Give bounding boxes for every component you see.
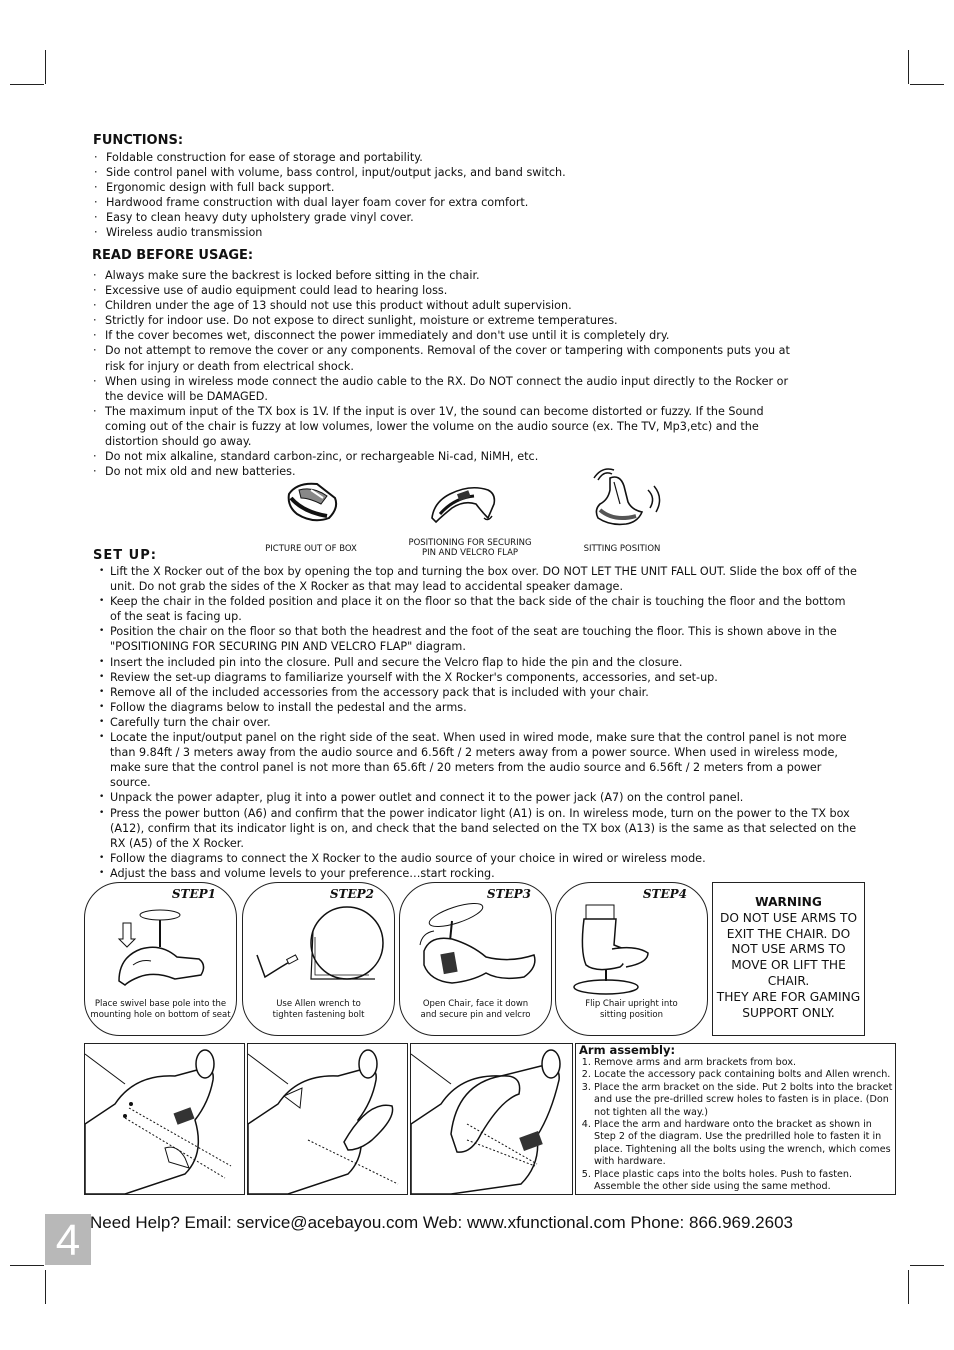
arm-assembly-title: Arm assembly: <box>579 1043 676 1057</box>
read-before-item: · The maximum input of the TX box is 1V. If the input is over 1V, the sound can become distorted or fuzzy. If the Sound coming out of the chair is fuzzy at low volumes, lower the volume on the audio source (ex. The TV, Mp3,etc) and the distortion should go away. <box>92 404 798 449</box>
page-number: 4 <box>45 1214 91 1265</box>
step2-label: STEP2 <box>329 887 374 901</box>
crop-mark <box>908 50 909 84</box>
help-contact-line: Need Help? Email: service@acebayou.com Web: www.xfunctional.com Phone: 866.969.2603 <box>90 1213 793 1232</box>
functions-item: · Ergonomic design with full back support. <box>93 180 853 195</box>
functions-item: · Wireless audio transmission <box>93 225 853 240</box>
warning-line: SUPPORT ONLY. <box>742 1005 835 1020</box>
read-before-item: · Children under the age of 13 should not use this product without adult supervision. <box>92 298 798 313</box>
step4-label: STEP4 <box>642 887 687 901</box>
read-before-item: · Do not mix alkaline, standard carbon-zinc, or rechargeable Ni-cad, NiMH, etc. <box>92 449 798 464</box>
setup-item: • Position the chair on the floor so that both the headrest and the foot of the seat are touching the floor. This is shown above in the "POSITIONING FOR SECURING PIN AND VELCRO FLAP" diagram. <box>97 624 859 654</box>
warning-box <box>712 882 865 1036</box>
read-before-item: · Excessive use of audio equipment could lead to hearing loss. <box>92 283 798 298</box>
setup-item: • Unpack the power adapter, plug it into a power outlet and connect it to the power jack (A7) on the control panel. <box>97 790 859 805</box>
step2-caption: Use Allen wrench to tighten fastening bolt <box>272 999 365 1020</box>
setup-item: • Keep the chair in the folded position and place it on the floor so that the back side of the chair is touching the floor and the bottom of the seat is facing up. <box>97 594 859 624</box>
warning-line: MOVE OR LIFT THE <box>731 958 846 973</box>
functions-title: FUNCTIONS: <box>93 133 184 148</box>
chair-in-box-illustration <box>283 478 343 530</box>
step1-label: STEP1 <box>171 887 216 901</box>
setup-item: • Adjust the bass and volume levels to your preference…start rocking. <box>97 866 859 881</box>
caption-picture-out-of-box: PICTURE OUT OF BOX <box>265 544 357 554</box>
functions-item: · Foldable construction for ease of storage and portability. <box>93 150 853 165</box>
read-before-item: · If the cover becomes wet, disconnect the power immediately and don't use until it is completely dry. <box>92 328 798 343</box>
caption-positioning: POSITIONING FOR SECURING PIN AND VELCRO FLAP <box>408 538 532 558</box>
setup-item: • Carefully turn the chair over. <box>97 715 859 730</box>
setup-title: SET UP: <box>93 548 157 563</box>
step3-illustration <box>400 901 551 1001</box>
setup-item: • Insert the included pin into the closure. Pull and secure the Velcro flap to hide the pin and the closure. <box>97 655 859 670</box>
arm-assembly-item: 3. Place the arm bracket on the side. Put 2 bolts into the bracket and use the pre-drilled screw holes to fasten is in place. (Don not tighten all the way.) <box>594 1082 895 1119</box>
step1-panel <box>84 882 237 1036</box>
step1-caption: Place swivel base pole into the mounting hole on bottom of seat <box>90 999 231 1020</box>
crop-mark <box>910 1265 944 1266</box>
step3-label: STEP3 <box>486 887 531 901</box>
step2-illustration <box>243 901 394 1001</box>
pin-velcro-illustration <box>428 478 498 532</box>
read-before-item: · Do not mix old and new batteries. <box>92 464 798 479</box>
crop-mark <box>908 1270 909 1304</box>
step1-illustration <box>85 901 236 1001</box>
step4-panel <box>555 882 708 1036</box>
read-before-title: READ BEFORE USAGE: <box>92 248 254 263</box>
arm-assembly-item: 1. Remove arms and arm brackets from box. <box>594 1057 895 1069</box>
setup-item: • Lift the X Rocker out of the box by opening the top and turning the box over. DO NOT LET THE UNIT FALL OUT. Slide the box off of the unit. Do not grab the sides of the X Rocker as that may lead to accidental speaker damage. <box>97 564 859 594</box>
crop-mark <box>45 1270 46 1304</box>
arm-step2-illustration <box>247 1043 408 1195</box>
crop-mark <box>45 50 46 84</box>
arm-step3-illustration <box>410 1043 573 1195</box>
setup-item: • Follow the diagrams below to install the pedestal and the arms. <box>97 700 859 715</box>
crop-mark <box>10 84 44 85</box>
setup-item: • Review the set-up diagrams to familiarize yourself with the X Rocker's components, accessories, and set-up. <box>97 670 859 685</box>
step4-caption: Flip Chair upright into sitting position <box>585 999 678 1020</box>
step3-panel <box>399 882 552 1036</box>
functions-item: · Side control panel with volume, bass control, input/output jacks, and band switch. <box>93 165 853 180</box>
sitting-position-illustration <box>590 466 668 540</box>
crop-mark <box>10 1265 44 1266</box>
setup-item: • Locate the input/output panel on the right side of the seat. When used in wired mode, make sure that the control panel is not more than 9.84ft / 3 meters away from the audio source and 6.56ft / 2 meters away from a power source. When used in wireless mode, make sure that the control panel is not more than 65.6ft / 20 meters from the audio source and 6.56ft / 2 meters from a power source. <box>97 730 859 790</box>
arm-assembly-item: 5. Place plastic caps into the bolts holes. Push to fasten. Assemble the other side using the same method. <box>594 1169 895 1194</box>
warning-line: DO NOT USE ARMS TO <box>719 910 858 925</box>
step2-panel <box>242 882 395 1036</box>
warning-title: WARNING <box>755 895 822 909</box>
step3-caption: Open Chair, face it down and secure pin and velcro <box>420 999 531 1020</box>
read-before-item: · Always make sure the backrest is locked before sitting in the chair. <box>92 268 798 283</box>
functions-list <box>93 150 853 241</box>
read-before-item: · Do not attempt to remove the cover or any components. Removal of the cover or tampering with components puts you at risk for injury or death from electrical shock. <box>92 343 798 373</box>
arm-assembly-item: 4. Place the arm and hardware onto the bracket as shown in Step 2 of the diagram. Use the predrilled hole to fasten it in place. Tightening all the bolts using the wrench, which comes with hardware. <box>594 1119 895 1169</box>
functions-item: · Easy to clean heavy duty upholstery grade vinyl cover. <box>93 210 853 225</box>
warning-line: NOT USE ARMS TO <box>731 942 846 957</box>
warning-line: THEY ARE FOR GAMING <box>716 989 861 1004</box>
warning-line: CHAIR. <box>767 973 810 988</box>
step4-illustration <box>556 901 707 1001</box>
setup-item: • Press the power button (A6) and confirm that the power indicator light (A1) is on. In wireless mode, turn on the power to the TX box (A12), confirm that its indicator light is on, and check that the band selected on the TX box (A13) is the same as that selected on the RX (A5) of the X Rocker. <box>97 806 859 851</box>
setup-item: • Follow the diagrams to connect the X Rocker to the audio source of your choice in wired or wireless mode. <box>97 851 859 866</box>
crop-mark <box>910 84 944 85</box>
arm-step1-illustration <box>84 1043 245 1195</box>
warning-text <box>713 911 864 1022</box>
functions-item: · Hardwood frame construction with dual layer foam cover for extra comfort. <box>93 195 853 210</box>
read-before-list <box>92 268 798 479</box>
caption-sitting-position: SITTING POSITION <box>583 544 661 554</box>
read-before-item: · When using in wireless mode connect the audio cable to the RX. Do NOT connect the audio input directly to the Rocker or the device will be DAMAGED. <box>92 374 798 404</box>
arm-assembly-list <box>576 1057 895 1193</box>
arm-assembly-item: 2. Locate the accessory pack containing bolts and Allen wrench. <box>594 1069 895 1081</box>
arm-assembly-box <box>575 1043 896 1195</box>
setup-list <box>97 564 859 881</box>
setup-item: • Remove all of the included accessories from the accessory pack that is included with your chair. <box>97 685 859 700</box>
warning-line: EXIT THE CHAIR. DO <box>726 926 851 941</box>
read-before-item: · Strictly for indoor use. Do not expose to direct sunlight, moisture or extreme temperatures. <box>92 313 798 328</box>
